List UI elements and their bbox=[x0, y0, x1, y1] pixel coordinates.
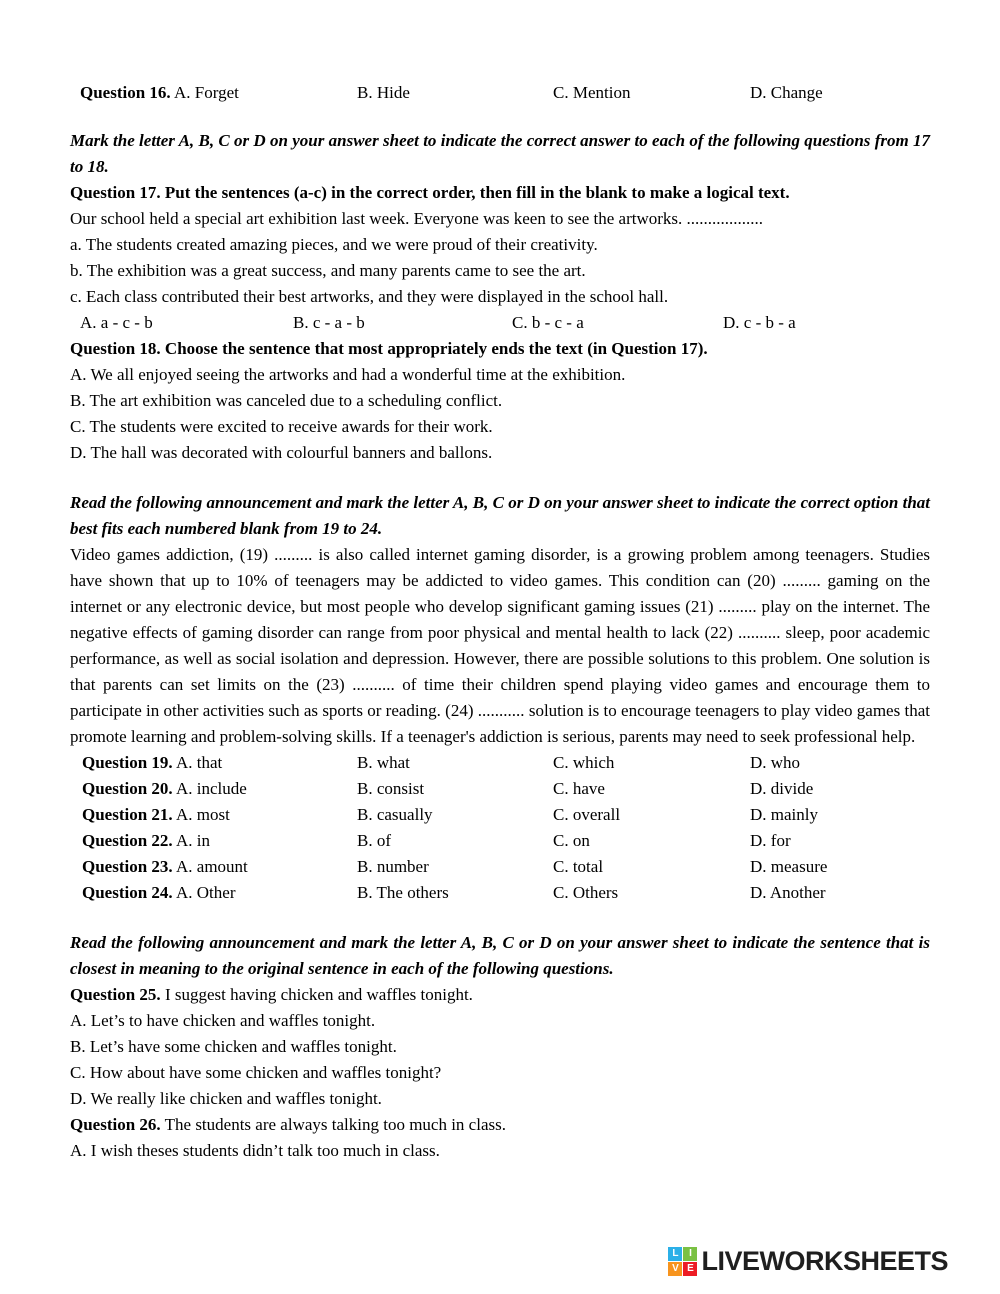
question-16-option-d[interactable]: D. Change bbox=[750, 83, 823, 102]
question-17-sentence-b: b. The exhibition was a great success, and many parents came to see the art. bbox=[70, 261, 586, 280]
logo-square-v: V bbox=[668, 1262, 682, 1276]
question-25-block bbox=[70, 982, 930, 1112]
question-21-option-a[interactable]: Question 21. A. most bbox=[82, 805, 230, 824]
question-24-option-c[interactable]: C. Others bbox=[553, 883, 619, 902]
question-17-intro: Our school held a special art exhibition last week. Everyone was keen to see the artworks. .................. bbox=[70, 209, 764, 228]
question-16-option-a[interactable]: Question 16. A. Forget bbox=[80, 83, 239, 102]
question-19-option-c[interactable]: C. which bbox=[553, 753, 615, 772]
mcq-block bbox=[70, 750, 930, 906]
question-23-option-d[interactable]: D. measure bbox=[750, 857, 828, 876]
question-17-option-a[interactable]: A. a - c - b bbox=[80, 313, 153, 332]
question-25-option-a[interactable]: A. Let’s to have chicken and waffles tonight. bbox=[70, 1011, 376, 1030]
question-21-option-d[interactable]: D. mainly bbox=[750, 805, 818, 824]
question-19-option-a[interactable]: Question 19. A. that bbox=[82, 753, 223, 772]
question-19-label: Question 19. bbox=[82, 753, 173, 772]
question-23-row bbox=[70, 854, 930, 880]
question-18-option-a[interactable]: A. We all enjoyed seeing the artworks and had a wonderful time at the exhibition. bbox=[70, 365, 626, 384]
question-21-option-b[interactable]: B. casually bbox=[357, 805, 433, 824]
question-17-options-row bbox=[70, 310, 930, 336]
question-17-heading: Question 17. Put the sentences (a-c) in the correct order, then fill in the blank to make a logical text. bbox=[70, 183, 790, 202]
question-25-option-c[interactable]: C. How about have some chicken and waffles tonight? bbox=[70, 1063, 442, 1082]
question-22-label: Question 22. bbox=[82, 831, 173, 850]
question-26-stem: Question 26. The students are always talking too much in class. bbox=[70, 1115, 506, 1134]
instruction-17-18: Mark the letter A, B, C or D on your answer sheet to indicate the correct answer to each of the following questions from 17 to 18. bbox=[70, 131, 930, 176]
question-26-label: Question 26. bbox=[70, 1115, 161, 1134]
question-23-option-a[interactable]: Question 23. A. amount bbox=[82, 857, 248, 876]
question-22-option-d[interactable]: D. for bbox=[750, 831, 791, 850]
question-23-label: Question 23. bbox=[82, 857, 173, 876]
question-26-block bbox=[70, 1112, 930, 1164]
instruction-19-24: Read the following announcement and mark the letter A, B, C or D on your answer sheet to indicate the correct option that best fits each numbered blank from 19 to 24. bbox=[70, 493, 930, 538]
question-24-option-a[interactable]: Question 24. A. Other bbox=[82, 883, 236, 902]
question-23-option-b[interactable]: B. number bbox=[357, 857, 429, 876]
question-20-label: Question 20. bbox=[82, 779, 173, 798]
question-25-stem: Question 25. I suggest having chicken and waffles tonight. bbox=[70, 985, 473, 1004]
question-25-label: Question 25. bbox=[70, 985, 161, 1004]
question-20-option-d[interactable]: D. divide bbox=[750, 779, 814, 798]
question-20-option-b[interactable]: B. consist bbox=[357, 779, 425, 798]
reading-passage: Video games addiction, (19) ......... is also called internet gaming disorder, is a growing problem among teenagers. Studies have shown that up to 10% of teenagers may be addicted to video games. This condition can (20) ......... gaming on the internet or any electronic device, but most people who develop significant gaming issues (21) ......... play on the internet. The negative effects of gaming disorder can range from poor physical and mental health to lack (22) .......... sleep, poor academic performance, as well as social isolation and depression. However, there are possible solutions to this problem. One solution is that parents can set limits on the (23) .......... of time their children spend playing video games and encourage them to participate in other activities such as sports or reading. (24) ........... solution is to encourage teenagers to play video games that promote learning and problem-solving skills. If a teenager's addiction is serious, parents may need to seek professional help. bbox=[70, 545, 930, 746]
logo-square-l: L bbox=[668, 1247, 682, 1261]
liveworksheets-footer bbox=[668, 1246, 948, 1276]
question-21-option-c[interactable]: C. overall bbox=[553, 805, 621, 824]
instruction-25-26: Read the following announcement and mark the letter A, B, C or D on your answer sheet to indicate the sentence that is closest in meaning to the original sentence in each of the following questions. bbox=[70, 933, 930, 978]
question-17-sentence-a: a. The students created amazing pieces, and we were proud of their creativity. bbox=[70, 235, 598, 254]
question-19-row bbox=[70, 750, 930, 776]
question-24-row bbox=[70, 880, 930, 906]
question-17-option-d[interactable]: D. c - b - a bbox=[723, 313, 796, 332]
question-20-option-c[interactable]: C. have bbox=[553, 779, 605, 798]
logo-square-e: E bbox=[683, 1262, 697, 1276]
question-24-label: Question 24. bbox=[82, 883, 173, 902]
question-18-option-d[interactable]: D. The hall was decorated with colourful banners and ballons. bbox=[70, 443, 493, 462]
question-22-option-a[interactable]: Question 22. A. in bbox=[82, 831, 210, 850]
question-16-label: Question 16. bbox=[80, 83, 171, 102]
question-24-option-d[interactable]: D. Another bbox=[750, 883, 826, 902]
question-18-option-c[interactable]: C. The students were excited to receive awards for their work. bbox=[70, 417, 493, 436]
logo-square-i: I bbox=[683, 1247, 697, 1261]
question-17-block bbox=[70, 180, 930, 336]
question-20-option-a[interactable]: Question 20. A. include bbox=[82, 779, 247, 798]
question-17-option-c[interactable]: C. b - c - a bbox=[512, 313, 584, 332]
liveworksheets-logo-icon bbox=[668, 1247, 697, 1276]
question-17-option-b[interactable]: B. c - a - b bbox=[293, 313, 365, 332]
question-22-row bbox=[70, 828, 930, 854]
question-25-option-b[interactable]: B. Let’s have some chicken and waffles tonight. bbox=[70, 1037, 397, 1056]
question-19-option-d[interactable]: D. who bbox=[750, 753, 801, 772]
question-24-option-b[interactable]: B. The others bbox=[357, 883, 449, 902]
question-25-option-d[interactable]: D. We really like chicken and waffles tonight. bbox=[70, 1089, 382, 1108]
question-22-option-b[interactable]: B. of bbox=[357, 831, 391, 850]
question-19-option-b[interactable]: B. what bbox=[357, 753, 410, 772]
question-18-option-b[interactable]: B. The art exhibition was canceled due to a scheduling conflict. bbox=[70, 391, 503, 410]
question-26-option-a[interactable]: A. I wish theses students didn’t talk too much in class. bbox=[70, 1141, 440, 1160]
worksheet-content bbox=[70, 80, 930, 1164]
question-21-row bbox=[70, 802, 930, 828]
question-16-option-c[interactable]: C. Mention bbox=[553, 83, 631, 102]
question-22-option-c[interactable]: C. on bbox=[553, 831, 590, 850]
liveworksheets-brand: LIVEWORKSHEETS bbox=[701, 1246, 948, 1276]
question-16-option-b[interactable]: B. Hide bbox=[357, 83, 410, 102]
question-20-row bbox=[70, 776, 930, 802]
question-23-option-c[interactable]: C. total bbox=[553, 857, 604, 876]
question-18-heading: Question 18. Choose the sentence that most appropriately ends the text (in Question 17). bbox=[70, 339, 708, 358]
question-16-row bbox=[70, 80, 930, 106]
question-18-block bbox=[70, 336, 930, 466]
question-21-label: Question 21. bbox=[82, 805, 173, 824]
question-17-sentence-c: c. Each class contributed their best artworks, and they were displayed in the school hall. bbox=[70, 287, 669, 306]
